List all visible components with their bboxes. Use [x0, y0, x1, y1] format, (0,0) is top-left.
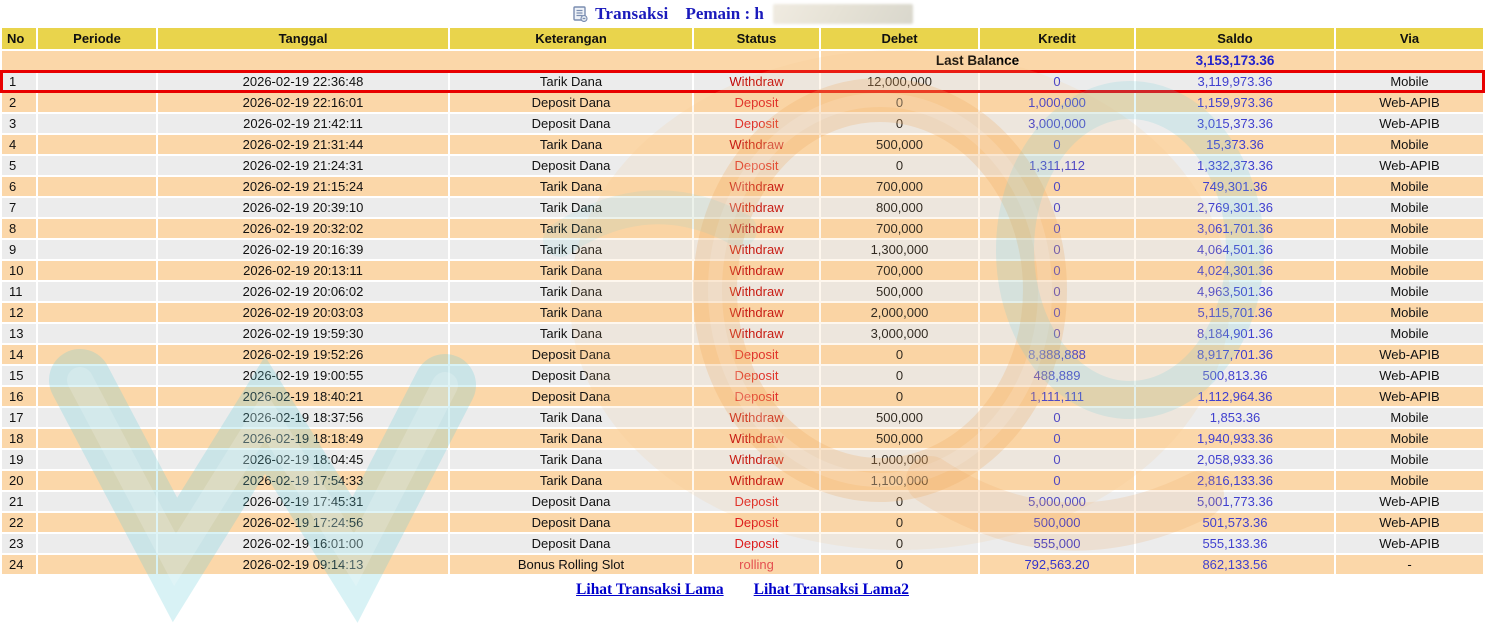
cell-periode — [38, 303, 156, 322]
cell-kredit: 0 — [980, 261, 1134, 280]
cell-keterangan: Deposit Dana — [450, 93, 692, 112]
cell-status: Withdraw — [694, 303, 819, 322]
cell-kredit: 0 — [980, 450, 1134, 469]
cell-saldo: 555,133.36 — [1136, 534, 1334, 553]
cell-debet: 0 — [821, 387, 978, 406]
cell-kredit: 0 — [980, 303, 1134, 322]
cell-periode — [38, 471, 156, 490]
cell-periode — [38, 93, 156, 112]
cell-tanggal: 2026-02-19 19:00:55 — [158, 366, 448, 385]
cell-via: Mobile — [1336, 429, 1483, 448]
cell-periode — [38, 282, 156, 301]
cell-saldo: 4,024,301.36 — [1136, 261, 1334, 280]
cell-saldo: 4,963,501.36 — [1136, 282, 1334, 301]
cell-saldo: 501,573.36 — [1136, 513, 1334, 532]
table-header-row — [2, 28, 1483, 49]
cell-no: 9 — [2, 240, 36, 259]
cell-kredit: 0 — [980, 324, 1134, 343]
cell-saldo: 1,940,933.36 — [1136, 429, 1334, 448]
cell-kredit: 555,000 — [980, 534, 1134, 553]
cell-periode — [38, 429, 156, 448]
table-row — [2, 303, 1483, 322]
footer-links — [0, 576, 1485, 599]
cell-tanggal: 2026-02-19 17:45:31 — [158, 492, 448, 511]
table-row — [2, 513, 1483, 532]
cell-status: Withdraw — [694, 198, 819, 217]
cell-no: 18 — [2, 429, 36, 448]
table-row — [2, 135, 1483, 154]
cell-via: Mobile — [1336, 198, 1483, 217]
cell-debet: 0 — [821, 156, 978, 175]
cell-via: Web-APIB — [1336, 513, 1483, 532]
cell-periode — [38, 261, 156, 280]
cell-periode — [38, 387, 156, 406]
transactions-table — [0, 26, 1485, 576]
cell-debet: 500,000 — [821, 282, 978, 301]
col-header-tanggal: Tanggal — [158, 28, 448, 49]
cell-via: Web-APIB — [1336, 345, 1483, 364]
cell-no: 20 — [2, 471, 36, 490]
cell-kredit: 0 — [980, 471, 1134, 490]
cell-keterangan: Tarik Dana — [450, 303, 692, 322]
cell-via: Mobile — [1336, 303, 1483, 322]
cell-kredit: 0 — [980, 282, 1134, 301]
cell-kredit: 0 — [980, 198, 1134, 217]
cell-debet: 0 — [821, 114, 978, 133]
table-row — [2, 471, 1483, 490]
table-row — [2, 261, 1483, 280]
cell-status: Withdraw — [694, 135, 819, 154]
cell-periode — [38, 366, 156, 385]
cell-debet: 1,100,000 — [821, 471, 978, 490]
cell-kredit: 500,000 — [980, 513, 1134, 532]
cell-no: 8 — [2, 219, 36, 238]
cell-status: Withdraw — [694, 240, 819, 259]
cell-keterangan: Tarik Dana — [450, 198, 692, 217]
link-lihat-transaksi-lama2[interactable]: Lihat Transaksi Lama2 — [753, 581, 909, 598]
cell-status: Withdraw — [694, 450, 819, 469]
cell-keterangan: Tarik Dana — [450, 240, 692, 259]
cell-kredit: 1,311,112 — [980, 156, 1134, 175]
cell-tanggal: 2026-02-19 19:59:30 — [158, 324, 448, 343]
cell-debet: 0 — [821, 93, 978, 112]
cell-saldo: 2,816,133.36 — [1136, 471, 1334, 490]
cell-saldo: 1,332,373.36 — [1136, 156, 1334, 175]
cell-kredit: 3,000,000 — [980, 114, 1134, 133]
cell-kredit: 792,563.20 — [980, 555, 1134, 574]
page-title — [0, 0, 1485, 26]
last-balance-value: 3,153,173.36 — [1136, 51, 1334, 70]
cell-tanggal: 2026-02-19 19:52:26 — [158, 345, 448, 364]
cell-saldo: 3,015,373.36 — [1136, 114, 1334, 133]
cell-tanggal: 2026-02-19 18:18:49 — [158, 429, 448, 448]
cell-keterangan: Tarik Dana — [450, 177, 692, 196]
cell-debet: 500,000 — [821, 135, 978, 154]
cell-no: 16 — [2, 387, 36, 406]
cell-debet: 1,000,000 — [821, 450, 978, 469]
table-row — [2, 450, 1483, 469]
last-balance-label: Last Balance — [821, 51, 1134, 70]
last-balance-row — [2, 51, 1483, 70]
cell-saldo: 862,133.56 — [1136, 555, 1334, 574]
col-header-no: No — [2, 28, 36, 49]
col-header-saldo: Saldo — [1136, 28, 1334, 49]
cell-keterangan: Deposit Dana — [450, 366, 692, 385]
cell-debet: 12,000,000 — [821, 72, 978, 91]
cell-keterangan: Deposit Dana — [450, 114, 692, 133]
cell-debet: 700,000 — [821, 261, 978, 280]
cell-debet: 0 — [821, 555, 978, 574]
title-player-label: Pemain : h — [685, 3, 764, 23]
col-header-debet: Debet — [821, 28, 978, 49]
table-row — [2, 282, 1483, 301]
cell-status: rolling — [694, 555, 819, 574]
cell-debet: 0 — [821, 492, 978, 511]
cell-debet: 2,000,000 — [821, 303, 978, 322]
table-row — [2, 366, 1483, 385]
cell-via: Mobile — [1336, 282, 1483, 301]
cell-saldo: 15,373.36 — [1136, 135, 1334, 154]
cell-via: - — [1336, 555, 1483, 574]
cell-periode — [38, 240, 156, 259]
report-icon — [572, 6, 588, 22]
cell-no: 14 — [2, 345, 36, 364]
cell-periode — [38, 156, 156, 175]
cell-kredit: 0 — [980, 408, 1134, 427]
cell-saldo: 1,159,973.36 — [1136, 93, 1334, 112]
cell-periode — [38, 555, 156, 574]
cell-via: Mobile — [1336, 324, 1483, 343]
cell-periode — [38, 408, 156, 427]
cell-saldo: 5,001,773.36 — [1136, 492, 1334, 511]
cell-status: Deposit — [694, 345, 819, 364]
cell-keterangan: Tarik Dana — [450, 72, 692, 91]
cell-tanggal: 2026-02-19 20:32:02 — [158, 219, 448, 238]
cell-keterangan: Bonus Rolling Slot — [450, 555, 692, 574]
cell-periode — [38, 513, 156, 532]
table-row — [2, 345, 1483, 364]
col-header-via: Via — [1336, 28, 1483, 49]
cell-no: 7 — [2, 198, 36, 217]
table-row — [2, 387, 1483, 406]
cell-status: Withdraw — [694, 408, 819, 427]
cell-debet: 500,000 — [821, 408, 978, 427]
cell-via: Mobile — [1336, 261, 1483, 280]
cell-via: Mobile — [1336, 135, 1483, 154]
cell-saldo: 749,301.36 — [1136, 177, 1334, 196]
cell-debet: 500,000 — [821, 429, 978, 448]
cell-debet: 0 — [821, 534, 978, 553]
cell-saldo: 2,058,933.36 — [1136, 450, 1334, 469]
cell-via: Web-APIB — [1336, 114, 1483, 133]
cell-saldo: 4,064,501.36 — [1136, 240, 1334, 259]
table-row — [2, 219, 1483, 238]
cell-debet: 800,000 — [821, 198, 978, 217]
cell-no: 17 — [2, 408, 36, 427]
link-lihat-transaksi-lama[interactable]: Lihat Transaksi Lama — [576, 581, 724, 598]
col-header-kredit: Kredit — [980, 28, 1134, 49]
cell-no: 6 — [2, 177, 36, 196]
cell-via: Web-APIB — [1336, 93, 1483, 112]
cell-tanggal: 2026-02-19 22:16:01 — [158, 93, 448, 112]
cell-status: Deposit — [694, 534, 819, 553]
cell-tanggal: 2026-02-19 21:42:11 — [158, 114, 448, 133]
cell-keterangan: Deposit Dana — [450, 387, 692, 406]
table-row — [2, 177, 1483, 196]
cell-debet: 700,000 — [821, 177, 978, 196]
cell-no: 23 — [2, 534, 36, 553]
cell-kredit: 0 — [980, 177, 1134, 196]
cell-no: 19 — [2, 450, 36, 469]
cell-debet: 3,000,000 — [821, 324, 978, 343]
cell-via: Mobile — [1336, 450, 1483, 469]
cell-kredit: 1,000,000 — [980, 93, 1134, 112]
cell-saldo: 8,184,901.36 — [1136, 324, 1334, 343]
cell-status: Withdraw — [694, 324, 819, 343]
cell-saldo: 1,853.36 — [1136, 408, 1334, 427]
cell-no: 4 — [2, 135, 36, 154]
cell-status: Deposit — [694, 114, 819, 133]
cell-kredit: 0 — [980, 135, 1134, 154]
cell-periode — [38, 114, 156, 133]
cell-via: Mobile — [1336, 408, 1483, 427]
cell-periode — [38, 72, 156, 91]
cell-tanggal: 2026-02-19 21:31:44 — [158, 135, 448, 154]
cell-tanggal: 2026-02-19 21:15:24 — [158, 177, 448, 196]
cell-saldo: 5,115,701.36 — [1136, 303, 1334, 322]
cell-keterangan: Tarik Dana — [450, 450, 692, 469]
cell-no: 5 — [2, 156, 36, 175]
cell-periode — [38, 135, 156, 154]
cell-status: Withdraw — [694, 282, 819, 301]
cell-keterangan: Tarik Dana — [450, 219, 692, 238]
cell-via: Mobile — [1336, 72, 1483, 91]
cell-tanggal: 2026-02-19 18:04:45 — [158, 450, 448, 469]
cell-tanggal: 2026-02-19 17:54:33 — [158, 471, 448, 490]
cell-kredit: 1,111,111 — [980, 387, 1134, 406]
cell-tanggal: 2026-02-19 17:24:56 — [158, 513, 448, 532]
cell-via: Web-APIB — [1336, 387, 1483, 406]
cell-tanggal: 2026-02-19 18:40:21 — [158, 387, 448, 406]
cell-tanggal: 2026-02-19 20:39:10 — [158, 198, 448, 217]
cell-status: Deposit — [694, 492, 819, 511]
cell-kredit: 5,000,000 — [980, 492, 1134, 511]
cell-tanggal: 2026-02-19 09:14:13 — [158, 555, 448, 574]
cell-saldo: 500,813.36 — [1136, 366, 1334, 385]
cell-via: Mobile — [1336, 219, 1483, 238]
cell-status: Withdraw — [694, 177, 819, 196]
table-row — [2, 492, 1483, 511]
cell-no: 11 — [2, 282, 36, 301]
cell-kredit: 8,888,888 — [980, 345, 1134, 364]
table-row — [2, 156, 1483, 175]
table-row — [2, 240, 1483, 259]
cell-status: Withdraw — [694, 429, 819, 448]
cell-periode — [38, 345, 156, 364]
cell-keterangan: Tarik Dana — [450, 429, 692, 448]
cell-status: Withdraw — [694, 72, 819, 91]
table-row — [2, 534, 1483, 553]
cell-saldo: 3,061,701.36 — [1136, 219, 1334, 238]
cell-tanggal: 2026-02-19 22:36:48 — [158, 72, 448, 91]
cell-tanggal: 2026-02-19 20:03:03 — [158, 303, 448, 322]
cell-keterangan: Tarik Dana — [450, 261, 692, 280]
cell-saldo: 2,769,301.36 — [1136, 198, 1334, 217]
col-header-status: Status — [694, 28, 819, 49]
cell-periode — [38, 450, 156, 469]
cell-kredit: 0 — [980, 72, 1134, 91]
cell-status: Withdraw — [694, 261, 819, 280]
cell-keterangan: Deposit Dana — [450, 513, 692, 532]
cell-kredit: 0 — [980, 429, 1134, 448]
cell-keterangan: Deposit Dana — [450, 534, 692, 553]
table-row — [2, 555, 1483, 574]
cell-tanggal: 2026-02-19 18:37:56 — [158, 408, 448, 427]
table-row — [2, 93, 1483, 112]
cell-status: Deposit — [694, 93, 819, 112]
cell-keterangan: Tarik Dana — [450, 324, 692, 343]
cell-keterangan: Deposit Dana — [450, 492, 692, 511]
cell-debet: 0 — [821, 366, 978, 385]
cell-tanggal: 2026-02-19 20:16:39 — [158, 240, 448, 259]
cell-no: 1 — [2, 72, 36, 91]
cell-kredit: 0 — [980, 240, 1134, 259]
cell-via: Mobile — [1336, 177, 1483, 196]
cell-status: Deposit — [694, 513, 819, 532]
cell-no: 13 — [2, 324, 36, 343]
cell-status: Deposit — [694, 366, 819, 385]
cell-no: 21 — [2, 492, 36, 511]
cell-no: 2 — [2, 93, 36, 112]
table-row — [2, 198, 1483, 217]
cell-no: 24 — [2, 555, 36, 574]
col-header-keterangan: Keterangan — [450, 28, 692, 49]
cell-saldo: 8,917,701.36 — [1136, 345, 1334, 364]
cell-debet: 700,000 — [821, 219, 978, 238]
cell-debet: 0 — [821, 345, 978, 364]
cell-no: 15 — [2, 366, 36, 385]
cell-status: Withdraw — [694, 219, 819, 238]
cell-periode — [38, 177, 156, 196]
cell-kredit: 0 — [980, 219, 1134, 238]
cell-via: Web-APIB — [1336, 492, 1483, 511]
cell-debet: 0 — [821, 513, 978, 532]
cell-debet: 1,300,000 — [821, 240, 978, 259]
cell-via: Web-APIB — [1336, 534, 1483, 553]
cell-kredit: 488,889 — [980, 366, 1134, 385]
cell-saldo: 3,119,973.36 — [1136, 72, 1334, 91]
blurred-username — [773, 4, 913, 24]
table-row — [2, 114, 1483, 133]
cell-keterangan: Deposit Dana — [450, 156, 692, 175]
title-transaksi: Transaksi — [595, 3, 669, 23]
cell-periode — [38, 534, 156, 553]
cell-keterangan: Deposit Dana — [450, 345, 692, 364]
table-row — [2, 408, 1483, 427]
cell-periode — [38, 492, 156, 511]
cell-status: Deposit — [694, 156, 819, 175]
cell-keterangan: Tarik Dana — [450, 135, 692, 154]
cell-no: 12 — [2, 303, 36, 322]
cell-no: 10 — [2, 261, 36, 280]
cell-no: 22 — [2, 513, 36, 532]
last-balance-spacer — [2, 51, 819, 70]
table-row — [2, 72, 1483, 91]
cell-via: Web-APIB — [1336, 366, 1483, 385]
cell-keterangan: Tarik Dana — [450, 471, 692, 490]
cell-saldo: 1,112,964.36 — [1136, 387, 1334, 406]
cell-periode — [38, 324, 156, 343]
cell-tanggal: 2026-02-19 21:24:31 — [158, 156, 448, 175]
table-row — [2, 429, 1483, 448]
cell-tanggal: 2026-02-19 20:13:11 — [158, 261, 448, 280]
cell-status: Deposit — [694, 387, 819, 406]
cell-via: Mobile — [1336, 240, 1483, 259]
cell-tanggal: 2026-02-19 16:01:00 — [158, 534, 448, 553]
col-header-periode: Periode — [38, 28, 156, 49]
cell-periode — [38, 198, 156, 217]
cell-no: 3 — [2, 114, 36, 133]
table-row — [2, 324, 1483, 343]
cell-status: Withdraw — [694, 471, 819, 490]
cell-via: Mobile — [1336, 471, 1483, 490]
cell-keterangan: Tarik Dana — [450, 408, 692, 427]
cell-keterangan: Tarik Dana — [450, 282, 692, 301]
last-balance-via-spacer — [1336, 51, 1483, 70]
cell-via: Web-APIB — [1336, 156, 1483, 175]
cell-periode — [38, 219, 156, 238]
cell-tanggal: 2026-02-19 20:06:02 — [158, 282, 448, 301]
